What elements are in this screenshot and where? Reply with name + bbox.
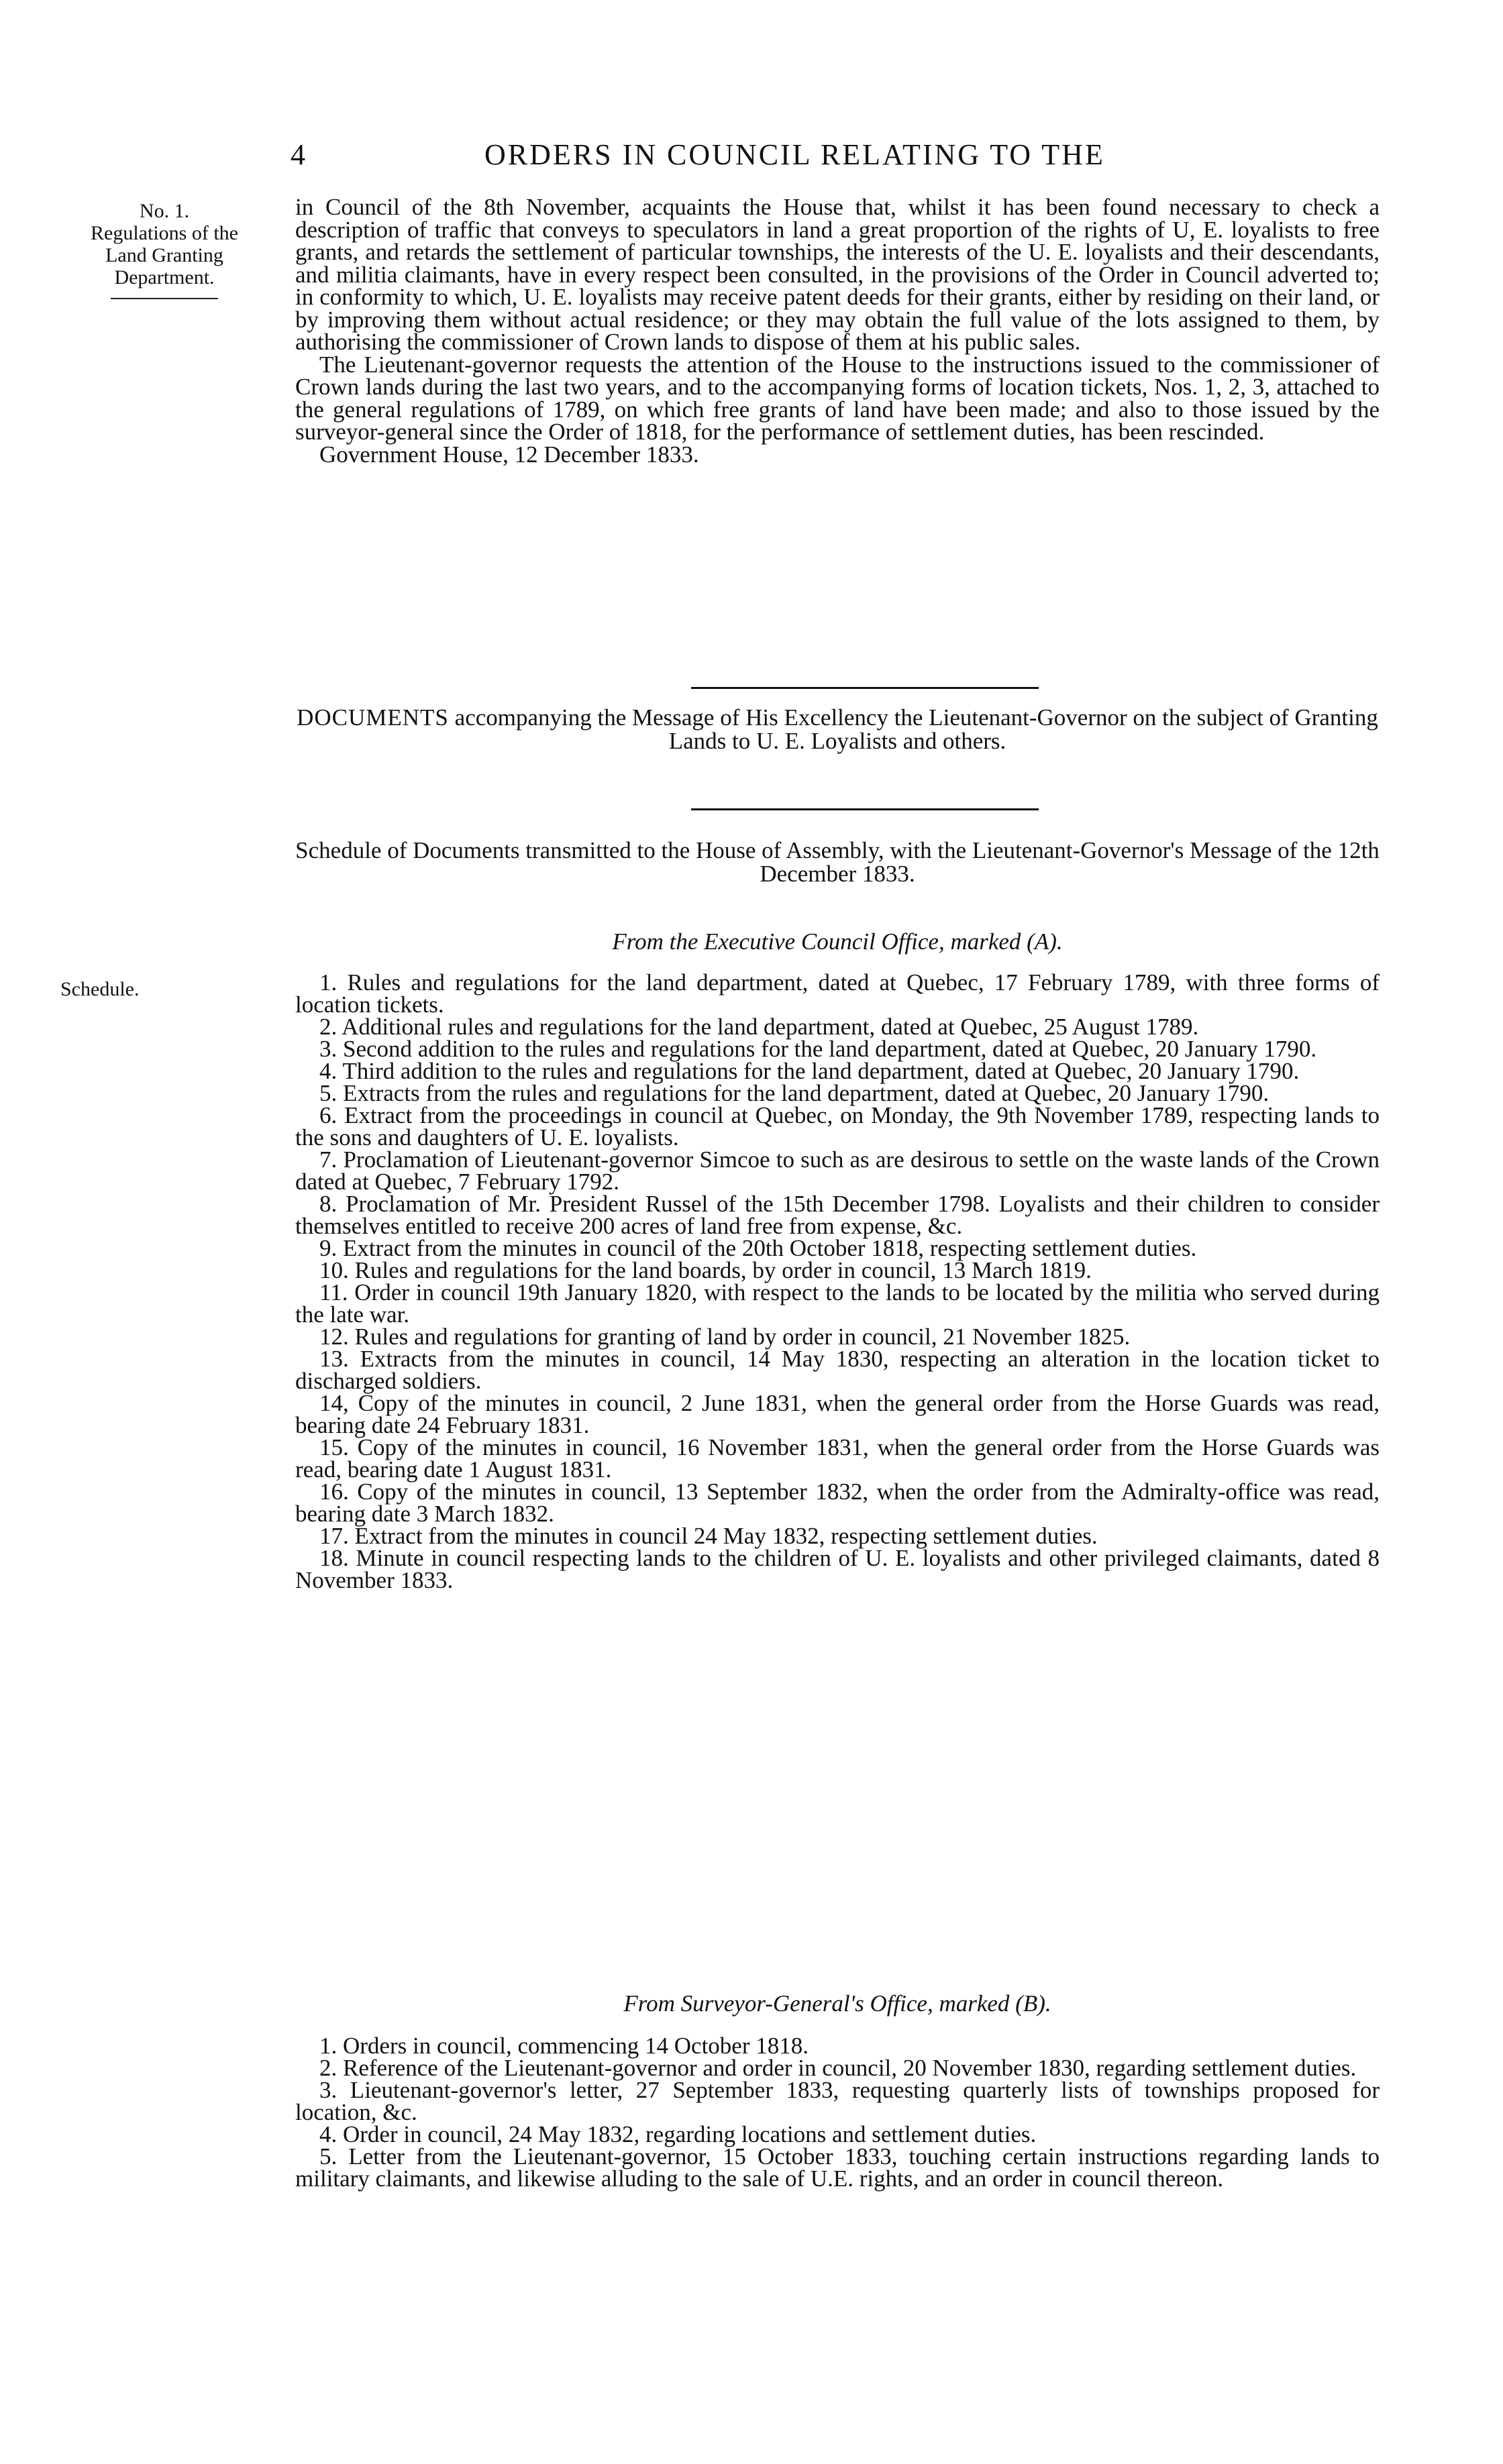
list-item: 2. Additional rules and regulations for the land department, dated at Quebec, 25 August 1789. xyxy=(319,1014,1199,1040)
list-item: 3. Second addition to the rules and regulations for the land department, dated at Quebec, 20 January 1790. xyxy=(319,1036,1317,1062)
section-divider xyxy=(691,808,1039,810)
list-item: 9. Extract from the minutes in council of the 20th October 1818, respecting settlement duties. xyxy=(319,1235,1197,1261)
section-b-list xyxy=(295,2035,1380,2190)
list-item: 16. Copy of the minutes in council, 13 September 1832, when the order from the Admiralty-office was read, bearing date 3 March 1832. xyxy=(295,1479,1380,1527)
documents-heading xyxy=(295,706,1380,753)
sidenote-line: Regulations of the xyxy=(91,222,238,244)
message-paragraph: in Council of the 8th November, acquaints the House that, whilst it has been found necessary to check a description of traffic that conveys to speculators in land a great proportion of the rights of U, E. loyalists to free grants, and retards the settlement of particular townships, the interests of the U. E. loyalists and their descendants, and militia claimants, have in every respect been consulted, in the provisions of the Order in Council adverted to; in conformity to which, U. E. loyalists may receive patent deeds for their grants, either by residing on their land, or by improving them without actual residence; or they may obtain the full value of the lots assigned to them, by authorising the commissioner of Crown lands to dispose of them at his public sales. xyxy=(295,194,1380,355)
sidenote-divider xyxy=(111,298,218,299)
list-item: 7. Proclamation of Lieutenant-governor Simcoe to such as are desirous to settle on the waste lands of the Crown dated at Quebec, 7 February 1792. xyxy=(295,1146,1380,1195)
list-item: 11. Order in council 19th January 1820, with respect to the lands to be located by the militia who served during the late war. xyxy=(295,1279,1380,1328)
sidenote-line: Department. xyxy=(114,266,215,288)
message-paragraph: The Lieutenant-governor requests the attention of the House to the instructions issued to the commissioner of Crown lands during the last two years, and to the accompanying forms of location tickets, Nos. 1, 2, 3, attached to the general regulations of 1789, on which free grants of land have been made; and also to those issued by the surveyor-general since the Order of 1818, for the performance of settlement duties, has been rescinded. xyxy=(295,351,1380,445)
list-item: 15. Copy of the minutes in council, 16 November 1831, when the general order from the Horse Guards was read, bearing date 1 August 1831. xyxy=(295,1434,1380,1483)
list-item: 6. Extract from the proceedings in council at Quebec, on Monday, the 9th November 1789, respecting lands to the sons and daughters of U. E. loyalists. xyxy=(295,1102,1380,1150)
list-item: 17. Extract from the minutes in council 24 May 1832, respecting settlement duties. xyxy=(319,1523,1098,1549)
list-item: 4. Order in council, 24 May 1832, regarding locations and settlement duties. xyxy=(319,2121,1037,2147)
sidenote-line: No. 1. xyxy=(139,200,190,222)
sidenote-regulations xyxy=(54,200,275,299)
list-item: 5. Extracts from the rules and regulations for the land department, dated at Quebec, 20 January 1790. xyxy=(319,1080,1269,1106)
list-item: 12. Rules and regulations for granting of land by order in council, 21 November 1825. xyxy=(319,1324,1131,1350)
documents-heading-rest: accompanying the Message of His Excellency the Lieutenant-Governor on the subject of Granting Lands to U. E. Loyalists and others. xyxy=(448,704,1378,754)
message-signoff: Government House, 12 December 1833. xyxy=(319,441,699,468)
section-b-heading: From Surveyor-General's Office, marked (B). xyxy=(623,1990,1051,2017)
sidenote-line: Land Granting xyxy=(105,244,223,266)
message-body xyxy=(295,196,1380,466)
list-item: 4. Third addition to the rules and regulations for the land department, dated at Quebec, 20 January 1790. xyxy=(319,1058,1300,1084)
documents-heading-lead: DOCUMENTS xyxy=(297,704,449,731)
section-a-heading: From the Executive Council Office, marked (A). xyxy=(612,928,1063,955)
list-item: 8. Proclamation of Mr. President Russel of the 15th December 1798. Loyalists and their children to consider themselves entitled to receive 200 acres of land free from expense, &c. xyxy=(295,1191,1380,1239)
sidenote-schedule: Schedule. xyxy=(60,978,140,1000)
list-item: 18. Minute in council respecting lands to the children of U. E. loyalists and other privileged claimants, dated 8 November 1833. xyxy=(295,1545,1380,1593)
page-number: 4 xyxy=(291,138,305,171)
list-item: 13. Extracts from the minutes in council, 14 May 1830, respecting an alteration in the location ticket to discharged soldiers. xyxy=(295,1346,1380,1394)
running-title: ORDERS IN COUNCIL RELATING TO THE xyxy=(484,138,1105,171)
list-item: 10. Rules and regulations for the land boards, by order in council, 13 March 1819. xyxy=(319,1257,1092,1283)
list-item: 14, Copy of the minutes in council, 2 June 1831, when the general order from the Horse Guards was read, bearing date 24 February 1831. xyxy=(295,1390,1380,1438)
list-item: 1. Orders in council, commencing 14 October 1818. xyxy=(319,2033,809,2059)
list-item: 5. Letter from the Lieutenant-governor, 15 October 1833, touching certain instructions regarding lands to military claimants, and likewise alluding to the sale of U.E. rights, and an order in council thereon. xyxy=(295,2143,1380,2192)
section-divider xyxy=(691,687,1039,689)
list-item: 3. Lieutenant-governor's letter, 27 September 1833, requesting quarterly lists of townships proposed for location, &c. xyxy=(295,2077,1380,2125)
list-item: 2. Reference of the Lieutenant-governor and order in council, 20 November 1830, regarding settlement duties. xyxy=(319,2055,1357,2081)
section-a-list xyxy=(295,971,1380,1591)
list-item: 1. Rules and regulations for the land department, dated at Quebec, 17 February 1789, with three forms of location tickets. xyxy=(295,969,1380,1018)
page-header xyxy=(0,138,1503,184)
schedule-title: Schedule of Documents transmitted to the House of Assembly, with the Lieutenant-Governor's Message of the 12th December 1833. xyxy=(295,837,1380,887)
